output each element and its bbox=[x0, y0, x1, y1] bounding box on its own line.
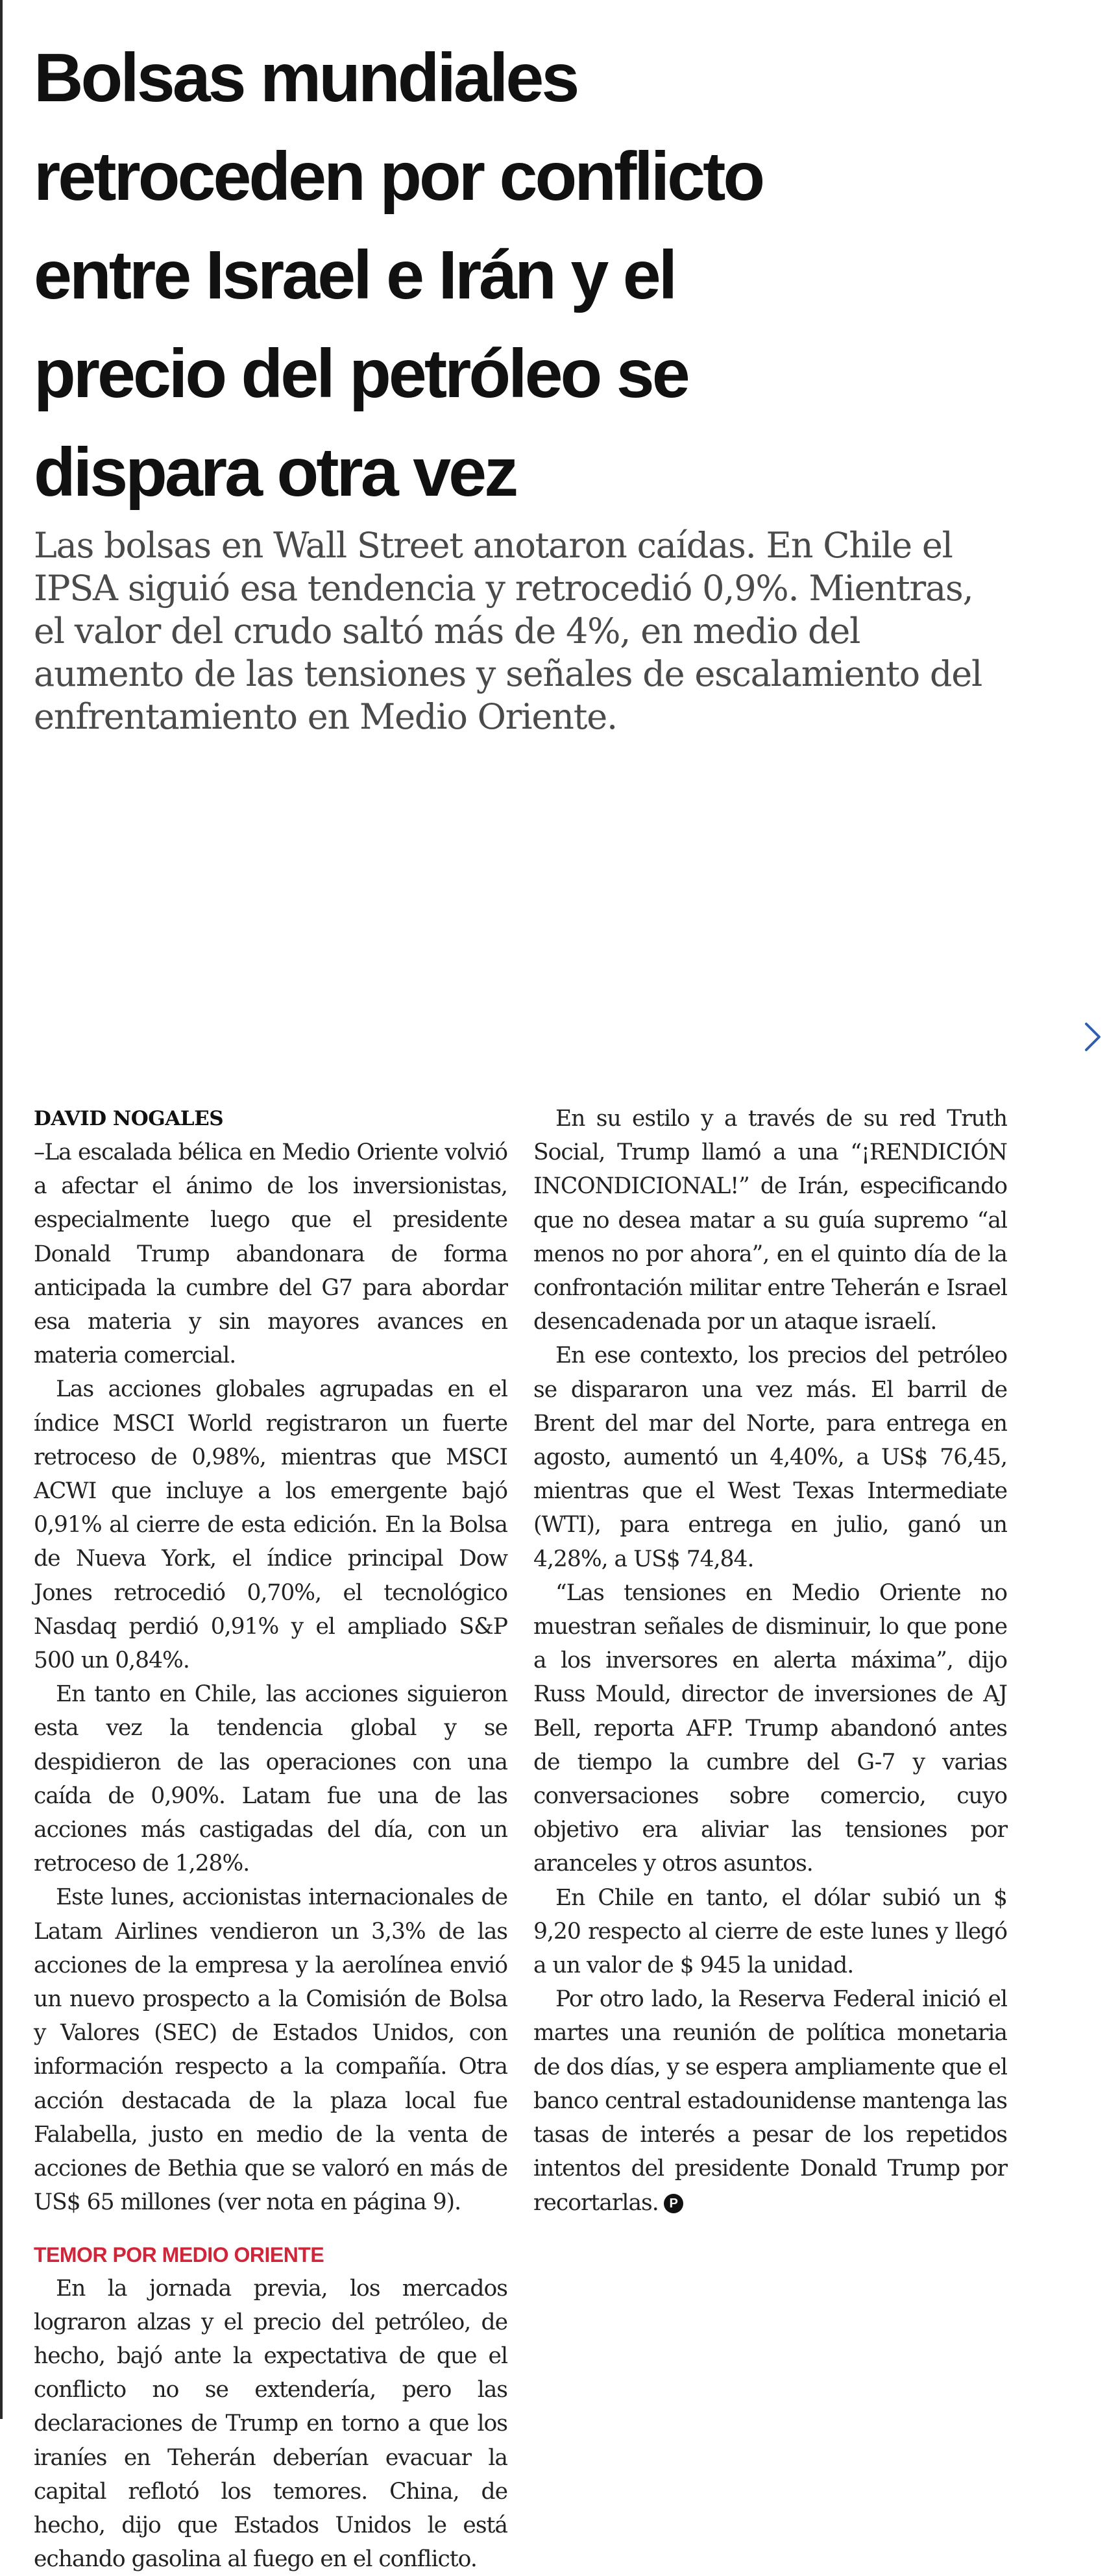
article-paragraph: En tanto en Chile, las acciones siguieron esta vez la tendencia global y se despidieron de las operaciones con una caída de 0,90%. Latam fue una de las acciones más castigadas del día, con un retroceso de 1,28%. bbox=[34, 1677, 507, 1880]
article-paragraph: “Las tensiones en Medio Oriente no muestran señales de disminuir, lo que pone a los inversores en alerta máxima”, dijo Russ Mould, director de inversiones de AJ Bell, reporta AFP. Trump abandonó antes de tiempo la cumbre del G-7 y varias conversaciones sobre comercio, cuyo objetivo era aliviar las tensiones por aranceles y otros asuntos. bbox=[533, 1576, 1007, 1881]
headline-line: retroceden por conflicto bbox=[34, 127, 1046, 226]
article-paragraph-final bbox=[533, 1982, 1007, 2219]
article-paragraph-text: Por otro lado, la Reserva Federal inició el martes una reunión de política monetaria de dos días, y se espera ampliamente que el banco central estadounidense mantenga las tasas de interés a pesar de los repetidos intentos del presidente Donald Trump por recortarlas. bbox=[533, 1986, 1007, 2215]
article-paragraph: En Chile en tanto, el dólar subió un $ 9,20 respecto al cierre de este lunes y llegó a un valor de $ 945 la unidad. bbox=[533, 1881, 1007, 1983]
article-paragraph: En la jornada previa, los mercados lograron alzas y el precio del petróleo, de hecho, bajó ante la expectativa de que el conflicto no se extendería, pero las declaraciones de Trump en torno a que los iraníes en Teherán deberían evacuar la capital reflotó los temores. China, de hecho, dijo que Estados Unidos le está echando gasolina al fuego en el conflicto. bbox=[34, 2272, 507, 2576]
headline-line: entre Israel e Irán y el bbox=[34, 226, 1046, 324]
article-paragraph: Las acciones globales agrupadas en el índice MSCI World registraron un fuerte retroceso de 0,98%, mientras que MSCI ACWI que incluye a los emergente bajó 0,91% al cierre de esta edición. En la Bolsa de Nueva York, el índice principal Dow Jones retrocedió 0,70%, el tecnológico Nasdaq perdió 0,91% y el ampliado S&P 500 un 0,84%. bbox=[34, 1372, 507, 1677]
headline-line: dispara otra vez bbox=[34, 423, 1046, 522]
end-mark-icon: P bbox=[664, 2194, 683, 2213]
headline bbox=[34, 29, 1046, 522]
article-column-left bbox=[34, 1102, 507, 2576]
dek-line: el valor del crudo saltó más de 4%, en medio del bbox=[34, 610, 1046, 653]
dek-line: IPSA siguió esa tendencia y retrocedió 0,9%. Mientras, bbox=[34, 567, 1046, 610]
article-paragraph: Este lunes, accionistas internacionales de Latam Airlines vendieron un 3,3% de las acciones de la empresa y la aerolínea envió un nuevo prospecto a la Comisión de Bolsa y Valores (SEC) de Estados Unidos, con información respecto a la compañía. Otra acción destacada de la plaza local fue Falabella, justo en medio de la venta de acciones de Bethia que se valoró en más de US$ 65 millones (ver nota en página 9). bbox=[34, 1880, 507, 2219]
section-subhead: TEMOR POR MEDIO ORIENTE bbox=[34, 2238, 507, 2272]
article-paragraph: En su estilo y a través de su red Truth Social, Trump llamó a una “¡RENDICIÓN INCONDICIONAL!” de Irán, especificando que no desea matar a su guía supremo “al menos no por ahora”, en el quinto día de la confrontación militar entre Teherán e Israel desencadenada por un ataque israelí. bbox=[533, 1102, 1007, 1339]
left-column-rule bbox=[0, 0, 3, 2419]
dek-line: aumento de las tensiones y señales de escalamiento del bbox=[34, 653, 1046, 696]
dek-line: Las bolsas en Wall Street anotaron caídas. En Chile el bbox=[34, 524, 1046, 567]
headline-line: precio del petróleo se bbox=[34, 324, 1046, 423]
article-paragraph: –La escalada bélica en Medio Oriente volvió a afectar el ánimo de los inversionistas, especialmente luego que el presidente Donald Trump abandonara de forma anticipada la cumbre del G7 para abordar esa materia y sin mayores avances en materia comercial. bbox=[34, 1136, 507, 1372]
headline-line: Bolsas mundiales bbox=[34, 29, 1046, 127]
dek-summary bbox=[34, 524, 1046, 738]
article-paragraph: En ese contexto, los precios del petróleo se dispararon una vez más. El barril de Brent del mar del Norte, para entrega en agosto, aumentó un 4,40%, a US$ 76,45, mientras que el West Texas Intermediate (WTI), para entrega en julio, ganó un 4,28%, a US$ 74,84. bbox=[533, 1339, 1007, 1575]
byline: DAVID NOGALES bbox=[34, 1102, 507, 1136]
dek-line: enfrentamiento en Medio Oriente. bbox=[34, 696, 1046, 738]
chevron-right-icon[interactable] bbox=[1081, 1019, 1104, 1055]
article-column-right bbox=[533, 1102, 1007, 2220]
